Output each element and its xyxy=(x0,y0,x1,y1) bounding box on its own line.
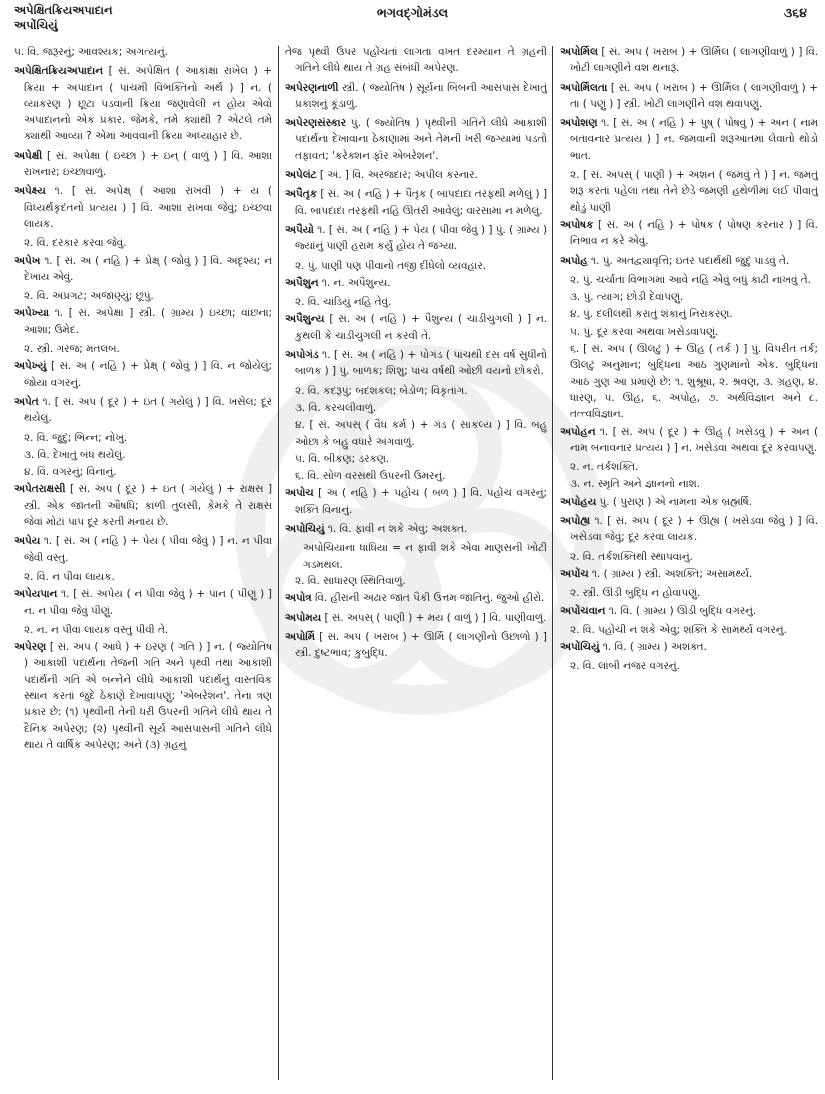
headword: અપેક્ષિતક્રિયઅપાદાન xyxy=(14,65,104,78)
definition-text: ૧. [ સં. અપ ( દૂર ) + ઊહ્ ( ખસેડવું ) + અન ( નામ બનાવનાર પ્રત્યય ) ] ન. ખસેડવા અથવા દૂર કરવાપણું. xyxy=(570,425,818,454)
headword: અપેરણ xyxy=(14,641,47,654)
sub-sense: ૩. વિ. કરચલીવાળું. xyxy=(295,401,377,414)
headword: અપૈયો xyxy=(285,223,314,236)
dictionary-entry xyxy=(285,186,547,219)
dictionary-entry xyxy=(560,494,818,510)
definition-text: ૧. વિ. ફાવી ન શકે એવું; અશક્ત. xyxy=(324,523,468,536)
definition-text: [ સં. અ ( નહિ ) + પ્રેક્ષ્ ( જોવું ) ] વિ. ન જોયેલું; જોયા વગરનું. xyxy=(24,360,272,389)
definition-text: [ સં. અ ( નહિ ) + પોષક ( પોષણ કરનાર ) ] વિ. નિભાવ ન કરે એવું. xyxy=(570,218,818,248)
definition-text: ૧. [ સં. અપ ( દૂર ) + ઊહ્ય ( ખસેડવા જેવું ) ] વિ. ખસેડવા જેવું; દૂર કરવા લાયક. xyxy=(570,515,818,544)
headword: અપોશણ xyxy=(560,117,598,130)
dictionary-entry xyxy=(14,63,272,144)
dictionary-entry xyxy=(285,167,547,183)
sub-sense: ૨. વિ. પહોંચી ન શકે એવું; શક્તિ કે સામર્થ્ય વગરનું. xyxy=(570,623,787,636)
definition-text: [ સં. અ ( નહિ ) + પૈશુન્ય ( ચાડીચુગલી ) ] ન. કુથલી કે ચાડીચુગલી ન કરવી તે. xyxy=(295,313,547,342)
dictionary-entry xyxy=(14,481,272,530)
definition-text: ૧. [ સં. અપેક્ષ્ ( આશા રાખવી ) + ય ( વિધ્યર્થકૃદંતનો પ્રત્યય ) ] વિ. આશા રાખવા જેવું; ઇચ્છવા લાયક. xyxy=(24,185,272,230)
headword: અપોર્મિલતા xyxy=(560,81,608,94)
definition-text: [ અ ( નહિ ) + પહોંચ ( બળ ) ] વિ. પહોંચ વગરનું; શક્તિ વિનાનું. xyxy=(295,487,547,516)
dictionary-entry xyxy=(14,533,272,566)
sub-sense: ૨. વિ. કદરૂપું; બદશકલ; બેડોળ; વિકૃતાંગ. xyxy=(295,384,468,397)
headword: અપેલંટ xyxy=(285,169,317,182)
definition-text: [ સં. અપ ( ખરાબ ) + ઊર્મિ ( લાગણીનો ઉછાળો ) ] સ્ત્રી. દુષ્ટભાવ; કુબુદ્ધિ. xyxy=(295,630,547,660)
definition-text: તેજ પૃથ્વી ઉપર પહોંચતાં લાગતા વખત દરમ્યાન તે ગ્રહની ગતિને લીધે થાય તે ગ્રહ સંબંધી અપેરણ. xyxy=(285,46,547,75)
idiom-example: અપોચિયાના ધાંધિયા = ન ફાવી શકે એવા માણસની ખોટી ગડમથલ. xyxy=(303,542,547,571)
sub-sense: ૨. વિ. લાંબી નજર વગરનું. xyxy=(570,660,680,673)
definition-text: ૧. [ સં. અ ( નહિ ) + પેય ( પીવા જેવું ) ] પું. ( ગ્રામ્ય ) જ્યાંનું પાણી હરામ કર્યું હોય તે જગ્યા. xyxy=(295,223,547,253)
dictionary-entry xyxy=(14,358,272,391)
headword: અપોહન xyxy=(560,425,596,438)
headword: અપેય xyxy=(14,535,41,548)
dictionary-entry xyxy=(285,485,547,518)
headword: અપોમય xyxy=(285,611,322,624)
dictionary-entry xyxy=(14,394,272,427)
headword: અપોહ્ય xyxy=(560,515,591,528)
dictionary-entry xyxy=(560,603,818,619)
headword: અપૈતૃક xyxy=(285,188,317,201)
definition-text: ૧. ન. અપૈશુન્ય. xyxy=(318,276,391,289)
headword: અપોંચિયું xyxy=(560,641,600,654)
sub-sense: ૬. વિ. સોળ વરસથી ઉપરની ઉમરનું. xyxy=(295,470,446,483)
page-title: ભગવદ્ગોમંડલ xyxy=(376,5,449,20)
definition-text: [ સં. અપ ( ખરાબ ) + ઊર્મિલ ( લાગણીવાળું ) + તા ( પણું ) ] સ્ત્રી. ખોટી લાગણીને વશ થવાપણું. xyxy=(570,81,818,110)
dictionary-entry xyxy=(285,275,547,291)
dictionary-entry xyxy=(285,311,547,344)
definition-text: ૧. વિ. ( ગ્રામ્ય ) ઊંડી બુદ્ધિ વગરનું. xyxy=(605,604,757,617)
headword: અપોષક xyxy=(560,218,594,231)
guide-word-first: અપેક્ષિતક્રિયઅપાદાન xyxy=(14,3,113,17)
headword: અપૈશુન્ય xyxy=(285,313,325,326)
page-header xyxy=(0,0,825,40)
definition-text: [ સં. અ ( નહિ ) + પૈતૃક ( બાપદાદા તરફથી મળેલું ) ] વિ. બાપદાદા તરફથી નહિ ઊતરી આવેલું; વારસામાં ન મળેલું. xyxy=(295,188,547,217)
definition-text: પું. ( જ્યોતિષ ) પૃથ્વીની ગતિને લીધે આકાશી પદાર્થના દેખાવાના ઠેકાણામાં અને તેમની ખરી જગ્યામાં પડતો તફાવત; 'કરેક્શન ફૉર એબરેશન'. xyxy=(295,117,547,162)
sub-sense: ૨. પું. પાણી પણ પીવાનો તજી દીધેલો વ્યવહાર. xyxy=(295,259,487,272)
dictionary-column-1 xyxy=(14,44,272,756)
sub-sense: ૨. વિ. ચાડિયું નહિ તેવું. xyxy=(295,296,392,309)
headword: અપેખ xyxy=(14,254,41,267)
definition-text: ૧. ( ગ્રામ્ય ) સ્ત્રી. અશક્તિ; અસામર્થ્ય. xyxy=(588,567,753,580)
sub-sense: ૩. વિ. દેખાતું બંધ થયેલું. xyxy=(24,448,126,461)
headword: અપેરણનાળી xyxy=(285,81,339,94)
sub-sense: ૫. વિ. બીકણ; ડરકણ. xyxy=(295,452,390,465)
headword: અપોચિયું xyxy=(285,523,325,536)
headword: અપેતરાક્ષસી xyxy=(14,483,66,496)
definition-text: વિ. હીરાની અઢાર જાત પૈકી ઉત્તમ જાતિનું. જુઓ હીરો. xyxy=(311,592,545,605)
sub-sense: ૩. ન. સ્મૃતિ અને જ્ઞાનનો નાશ. xyxy=(570,478,700,491)
sub-sense: ૪. વિ. વગરનું; વિનાનું. xyxy=(24,466,117,479)
sub-sense: ૨. સ્ત્રી. ગરજ; મતલબ. xyxy=(24,343,120,356)
dictionary-entry xyxy=(14,183,272,232)
headword: અપોગંડ xyxy=(285,349,319,362)
dictionary-entry xyxy=(560,513,818,546)
dictionary-entry xyxy=(285,44,547,77)
sub-sense: ૨. [ સં. અપસ્ ( પાણી ) + અશન ( જમવું તે ) ] ન. જમતું શરૂ કરતાં પહેલાં તથા તેને છેડે જમણી હથેળીમાં લઈ પીવાતું થોડું પાણી xyxy=(570,169,818,214)
definition-text: ૫. વિ. જરૂરનું; આવશ્યક; અગત્યનું. xyxy=(14,46,168,58)
definition-text: ૧. [ સં. અ ( નહિ ) + પ્રેક્ષ્ ( જોવું ) ] વિ. અદૃશ્ય; ન દેખાય એવું. xyxy=(24,254,272,283)
definition-text: ૧. પું. અતદ્વ્યાવૃત્તિ; ઇતર પદાર્થથી જુદું પાડવું તે. xyxy=(587,254,790,267)
dictionary-entry xyxy=(285,521,547,537)
sub-sense: ૪. પું. દલીલથી કરાતું શંકાનું નિરાકરણ. xyxy=(570,308,733,321)
dictionary-entry xyxy=(560,44,818,77)
headword: અપોચ xyxy=(285,487,314,500)
dictionary-entry xyxy=(560,253,818,269)
sub-sense: ૨. ન. ન પીવા લાયક વસ્તુ પીવી તે. xyxy=(24,623,169,636)
sub-sense: ૪. [ સં. અપસ્ ( વૈધ કર્મ ) + ગંડ ( સાકલ્ય ) ] વિ. બહુ ઓછા કે બહુ વધારે અંગવાળું. xyxy=(295,419,547,448)
definition-text: ૧. [ સં. અ ( નહિ ) + પેય ( પીવા જેવું ) ] ન. ન પીવા જેવી વસ્તુ. xyxy=(24,535,272,564)
sub-sense: ૨. સ્ત્રી. ઊંડી બુદ્ધિ ન હોવાપણું. xyxy=(570,587,701,600)
dictionary-entry xyxy=(285,80,547,113)
sub-sense: ૨. વિ. અપ્રગટ; અજાણ્યું; છૂપું. xyxy=(24,290,154,303)
dictionary-entry xyxy=(285,629,547,662)
dictionary-entry xyxy=(285,222,547,255)
sub-sense: ૨. વિ. સાધારણ સ્થિતિવાળું. xyxy=(295,574,406,587)
sub-sense: ૬. [ સં. અપ ( ઊલટું ) + ઊહ ( તર્ક ) ] પું. વિપરીત તર્ક; ઊલટું અનુમાન; બુદ્ધિના આઠ ગુણમાંનો એક. બુદ્ધિના આઠ ગુણ આ પ્રમાણે છે: ૧. શુશ્રૂષા, ૨. શ્રવણ, ૩. ગ્રહણ, ૪. ધારણ, ૫. ઊહ, ૬. અપોહ, ૭. અર્થવિજ્ઞાન અને ૮. તત્ત્વવિજ્ઞાન. xyxy=(570,343,818,421)
sub-sense: ૨. વિ. ન પીવા લાયક. xyxy=(24,570,115,583)
dictionary-entry xyxy=(285,610,547,626)
dictionary-entry xyxy=(14,305,272,338)
dictionary-entry xyxy=(560,639,818,655)
definition-text: ૧. [ સં. અપેય ( ન પીવા જેવું ) + પાન ( પીણું ) ] ન. ન પીવા જેવું પીણું. xyxy=(24,588,272,617)
dictionary-entry xyxy=(14,253,272,286)
sub-sense: ૨. વિ. દરકાર કરવા જેવું. xyxy=(24,237,127,250)
definition-text: ૧. [ સં. અપ ( દૂર ) + ઇત ( ગયેલું ) ] વિ. ખસેલ; દૂર થયેલું. xyxy=(24,395,272,425)
headword: અપોંચવાન xyxy=(560,604,606,617)
sub-sense: ૩. પું. ત્યાગ; છોડી દેવાપણું. xyxy=(570,291,684,304)
definition-text: ૧. [ સં. અ ( નહિ ) + પુષ્ ( પોષવું ) + અન ( નામ બતાવનાર પ્રત્યય ) ] ન. જમવાની શરૂઆતમાં લેવાતો થોડો ભાત. xyxy=(570,117,818,162)
headword: અપેરણસંસ્કાર xyxy=(285,117,346,130)
definition-text: ૧. વિ. ( ગ્રામ્ય ) અશક્ત. xyxy=(599,641,707,654)
sub-sense: ૫. પું. દૂર કરવા અથવા ખસેડવાપણું. xyxy=(570,325,719,338)
guide-word-last: અપોંચિયું xyxy=(14,18,58,32)
headword: અપોહય xyxy=(560,495,597,508)
dictionary-entry xyxy=(14,44,272,60)
dictionary-entry xyxy=(560,115,818,164)
dictionary-entry xyxy=(560,424,818,457)
column-divider xyxy=(552,46,553,1080)
headword: અપેખ્યું xyxy=(14,360,47,373)
definition-text: [ સં. અપ ( ખરાબ ) + ઊર્મિલ ( લાગણીવાળું ) ] વિ. ખોટી લાગણીને વશ થનારૂં. xyxy=(570,46,818,75)
page-number: ૩૬૪ xyxy=(783,5,807,20)
definition-text: સ્ત્રી. ( જ્યોતિષ ) સૂર્યના બિંબની આસપાસ દેખાતું પ્રકાશનું કૂંડાળું. xyxy=(295,81,547,110)
headword: અપૈશુન xyxy=(285,276,319,289)
headword: અપેખ્યા xyxy=(14,307,50,320)
headword: અપોર્મિ xyxy=(285,630,315,643)
headword: અપેક્ષ્ય xyxy=(14,185,46,198)
definition-text: [ અં. ] વિ. અરજદાર; અપીલ કરનાર. xyxy=(316,169,478,182)
headword: અપોર્મિલ xyxy=(560,46,598,58)
column-divider xyxy=(278,46,279,1080)
definition-text: [ સં. અપ ( દૂર ) + ઇત ( ગયેલું ) + રાક્ષસ ] સ્ત્રી. એક જાતની ઔષધિ; કાળી તુલસી, કેમકે તે રાક્ષસ જેવાં મોટાં પાપ દૂર કરતી મનાય છે. xyxy=(24,483,272,529)
dictionary-entry xyxy=(560,566,818,582)
headword: અપોંચ xyxy=(560,567,589,580)
definition-text: ૧. [ સં. અપેક્ષા ] સ્ત્રી. ( ગ્રામ્ય ) ઇચ્છા; વાંછના; આશા; ઉમેદ. xyxy=(24,307,272,336)
headword: અપેક્ષી xyxy=(14,149,43,162)
definition-text: [ સં. અપેક્ષિત ( આકાંક્ષા રાખેલ ) + ક્રિયા + અપાદાન ( પાંચમી વિભક્તિનો અર્થ ) ] ન. ( વ્યાકરણ ) છૂટા પડવાની ક્રિયા જણાવેલી ન હોય એવો અપાદાનનો એક પ્રકાર. જેમકે, તમે ક્યાંથી ? એટલે તમે ક્યાંથી આવ્યા ? એમાં આવવાની ક્રિયા અધ્યાહાર છે. xyxy=(24,65,272,143)
dictionary-column-2 xyxy=(285,44,547,664)
headword: અપેયપાન xyxy=(14,588,58,601)
dictionary-column-3 xyxy=(560,44,818,676)
definition-text: [ સં. અપેક્ષા ( ઇચ્છા ) + ઇન્ ( વાળું ) ] વિ. આશા રાખનાર; ઇચ્છાવાળું. xyxy=(24,149,272,179)
definition-text: પું. ( પુરાણ ) એ નામના એક બ્રહ્મર્ષિ. xyxy=(596,495,753,508)
dictionary-entry xyxy=(285,347,547,380)
dictionary-entry xyxy=(285,590,547,606)
dictionary-entry xyxy=(560,217,818,250)
dictionary-entry xyxy=(14,148,272,181)
sub-sense: ૨. પું. ચર્ચાતા વિભાગમાં આવે નહિ એવું બધું કાઢી નાખવું તે. xyxy=(570,273,811,286)
definition-text: [ સં. અપ ( આધે ) + ઇરણ ( ગતિ ) ] ન. ( જ્યોતિષ ) આકાશી પદાર્થના તેજની ગતિ અને પૃથ્વી તથા આકાશી પદાર્થની ગતિ એ બન્નેને લીધે આકાશી પદાર્થનું વાસ્તવિક સ્થાન કરતાં જુદે ઠેકાણે દેખાવાપણું; 'એબરેશન'. તેના ત્રણ પ્રકાર છે: (૧) પૃથ્વીની તેની ધરી ઉપરની ગતિને લીધે થાય તે દૈનિક અપેરણ; (૨) પૃથ્વીની સૂર્ય આસપાસની ગતિને લીધે થાય તે વાર્ષિક અપેરણ; અને (૩) ગ્રહનું xyxy=(24,641,272,751)
dictionary-entry xyxy=(14,586,272,619)
sub-sense: ૨. ન. તર્કશક્તિ. xyxy=(570,461,639,474)
dictionary-entry xyxy=(285,115,547,164)
sub-sense: ૨. વિ. જુદું; ભિન્ન; નોખું. xyxy=(24,431,128,444)
headword: અપેત xyxy=(14,395,39,408)
dictionary-entry xyxy=(14,639,272,753)
headword: અપોત્ર xyxy=(285,592,312,605)
definition-text: [ સં. અપસ્ ( પાણી ) + મય ( વાળું ) ] વિ. પાણીવાળું. xyxy=(321,611,547,624)
definition-text: ૧. [ સં. અ ( નહિ ) + પોગંડ ( પાંચથી દસ વર્ષ સુધીનો બાળક ) ] પું. બાળક; શિશુ; પાંચ વર્ષથી ઓછી વયનો છોકરો. xyxy=(295,349,547,378)
sub-sense: ૨. વિ. તર્કશક્તિથી સ્થાપવાનું. xyxy=(570,550,693,563)
dictionary-entry xyxy=(560,80,818,113)
headword: અપોહ xyxy=(560,254,588,267)
